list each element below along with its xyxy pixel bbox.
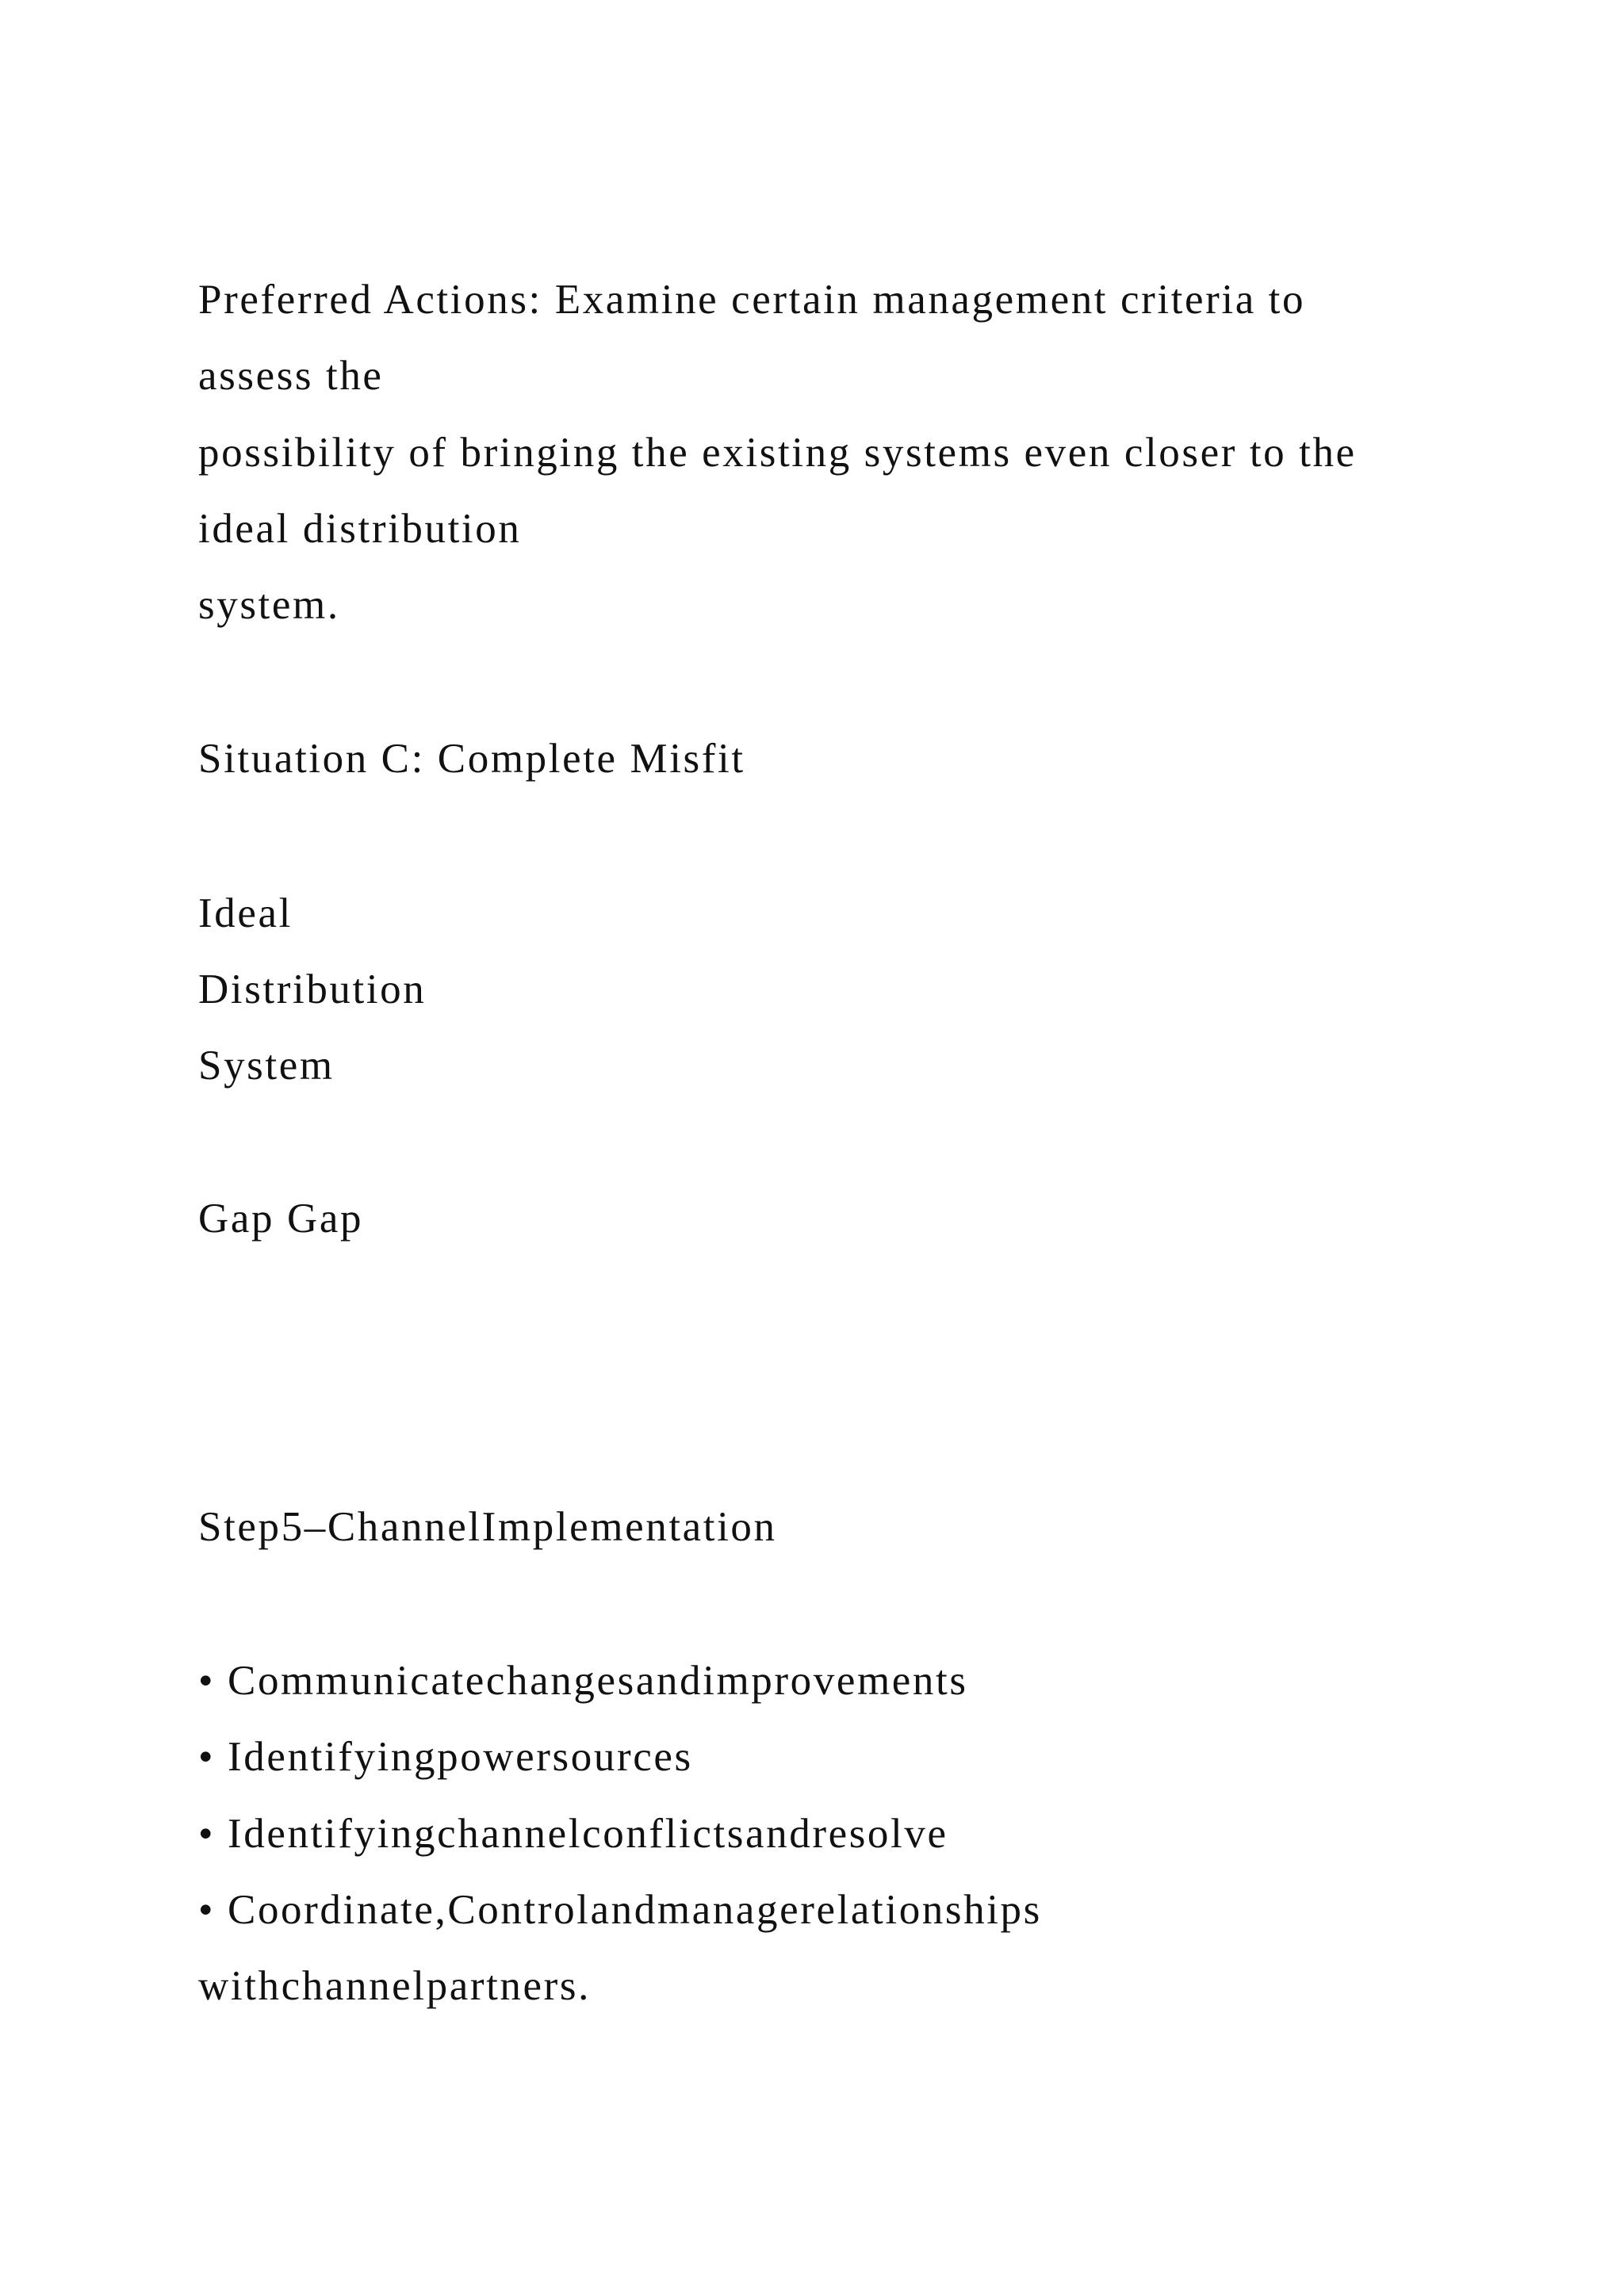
diagram-label-distribution: Distribution	[198, 966, 427, 1012]
diagram-label-ideal: Ideal	[198, 890, 293, 936]
step-heading: Step5–ChannelImplementation	[198, 1504, 777, 1550]
preferred-actions-line-4: ideal distribution	[198, 506, 522, 552]
preferred-actions-line-3: possibility of bringing the existing systems even closer to the	[198, 430, 1357, 476]
bullet-item: • Coordinate,Controlandmanagerelationships	[198, 1887, 1042, 1933]
bullet-item-continuation: withchannelpartners.	[198, 1963, 591, 2009]
situation-heading: Situation C: Complete Misfit	[198, 736, 745, 782]
bullet-item: • Identifyingpowersources	[198, 1734, 693, 1780]
gap-labels: Gap Gap	[198, 1196, 364, 1242]
preferred-actions-line-2: assess the	[198, 353, 384, 399]
preferred-actions-line-5: system.	[198, 582, 340, 628]
diagram-label-system: System	[198, 1043, 335, 1089]
bullet-item: • Communicatechangesandimprovements	[198, 1658, 968, 1704]
preferred-actions-line-1: Preferred Actions: Examine certain management criteria to	[198, 277, 1306, 323]
bullet-item: • Identifyingchannelconflictsandresolve	[198, 1811, 948, 1857]
